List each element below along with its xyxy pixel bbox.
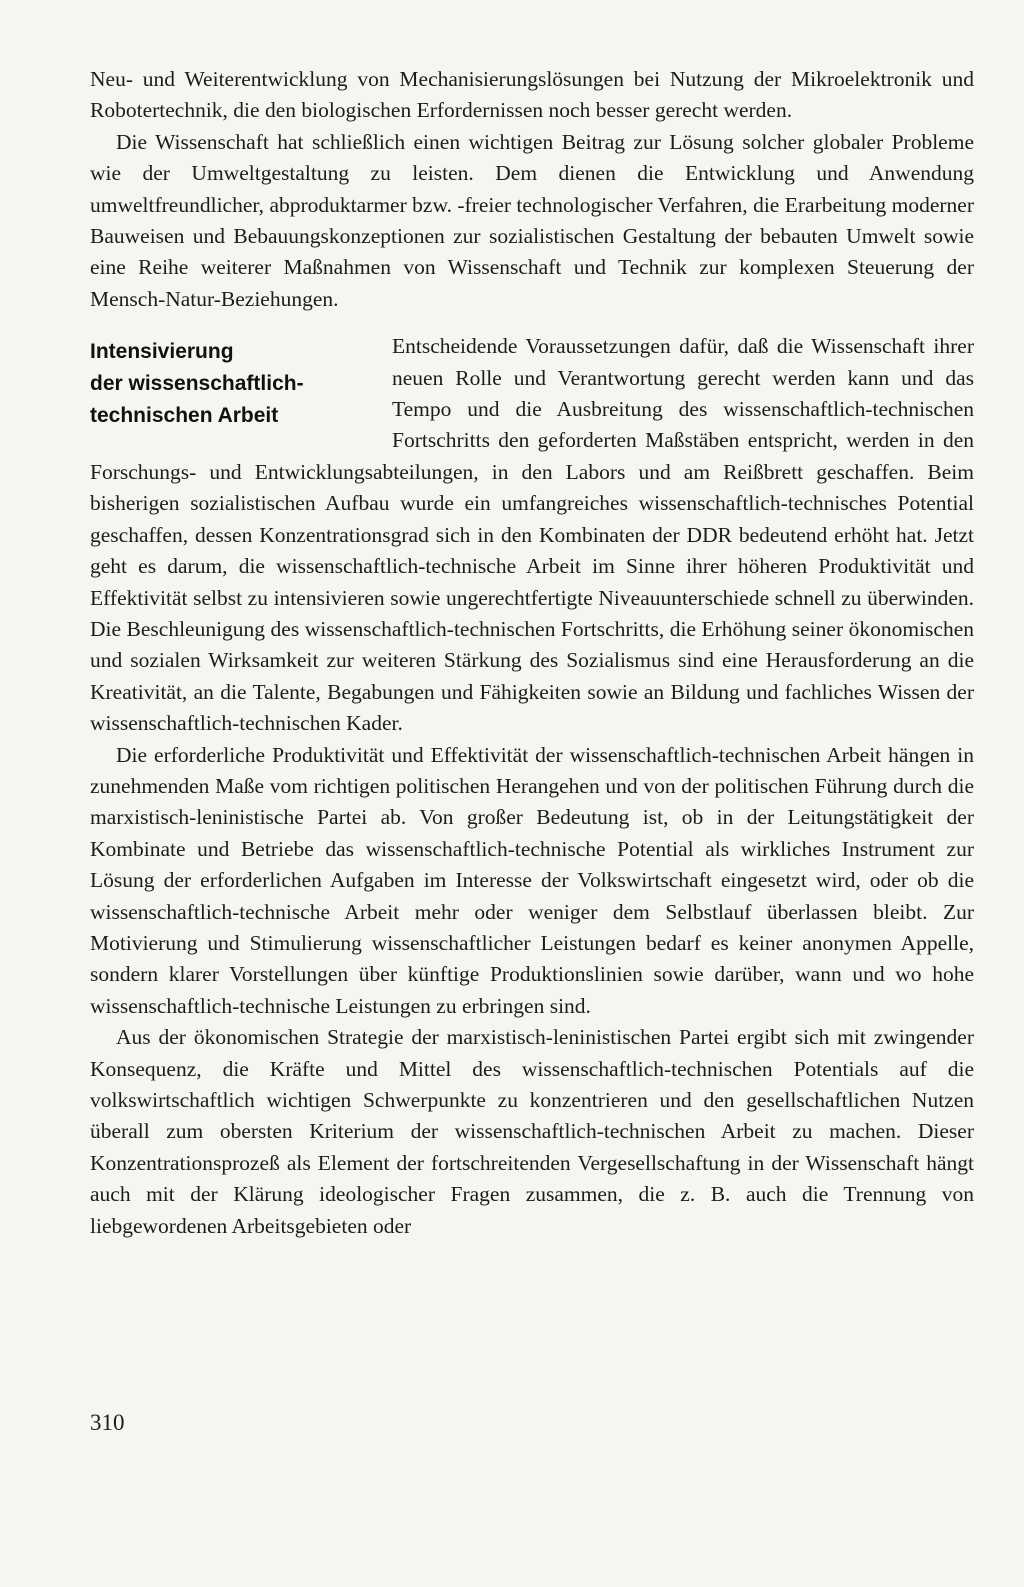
paragraph-3: Die erforderliche Produktivität und Effektivität der wissenschaftlich-technischen Arbeit hängen in zunehmenden Maße vom richtigen politischen Herangehen und von der politischen Führung durch die marxistisch-leninistische Partei ab. Von großer Bedeutung ist, ob in der Leitungstätigkeit der Kombinate und Betriebe das wissenschaftlich-technische Potential als wirkliches Instrument zur Lösung der erforderlichen Aufgaben im Interesse der Volkswirtschaft eingesetzt wird, oder ob die wissenschaftlich-technische Arbeit mehr oder weniger dem Selbstlauf überlassen bleibt. Zur Motivierung und Stimulierung wissenschaftlicher Leistungen bedarf es keiner anonymen Appelle, sondern klarer Vorstellungen über künftige Produktionslinien sowie darüber, wann und wo hohe wissenschaftlich-technische Leistungen zu erbringen sind. bbox=[90, 742, 974, 1018]
section-heading bbox=[90, 336, 340, 432]
section-gap bbox=[90, 315, 974, 331]
page-body bbox=[90, 64, 974, 1242]
paragraph-2: Die Wissenschaft hat schließlich einen wichtigen Beitrag zur Lösung solcher globaler Probleme wie der Umweltgestaltung zu leisten. Dem dienen die Entwicklung und Anwendung umweltfreundlicher, abproduktarmer bzw. -freier technologischer Verfahren, die Erarbeitung moderner Bauweisen und Bebauungskonzeptionen zur sozialistischen Gestaltung der bebauten Umwelt sowie eine Reihe weiterer Maßnahmen von Wissenschaft und Technik zur komplexen Steuerung der Mensch-Natur-Beziehungen. bbox=[90, 129, 974, 311]
section-heading-line-3: technischen Arbeit bbox=[90, 404, 279, 428]
section-heading-line-2: der wissenschaftlich- bbox=[90, 372, 304, 396]
section-heading-line-1: Intensivierung bbox=[90, 340, 234, 364]
paragraph-4: Aus der ökonomischen Strategie der marxistisch-leninistischen Partei ergibt sich mit zwingender Konsequenz, die Kräfte und Mittel des wissenschaftlich-technischen Potentials auf die volkswirtschaftlich wichtigen Schwerpunkte zu konzentrieren und den gesellschaftlichen Nutzen überall zum obersten Kriterium der wissenschaftlich-technischen Arbeit zu machen. Dieser Konzentrationsprozeß als Element der fortschreitenden Vergesellschaftung in der Wissenschaft hängt auch mit der Klärung ideologischer Fragen zusammen, die z. B. auch die Trennung von liebgewordenen Arbeitsgebieten oder bbox=[90, 1025, 974, 1238]
section-first-paragraph: Entscheidende Voraussetzungen dafür, daß die Wissenschaft ihrer neuen Rolle und Verantwortung gerecht werden kann und das Tempo und die Ausbreitung des wissenschaftlich-technischen Fortschritts den geforderten Maßstäben entspricht, werden in den Forschungs- und Entwicklungsabteilungen, in den Labors und am Reißbrett geschaffen. Beim bisherigen sozialistischen Aufbau wurde ein umfangreiches wissenschaftlich-technisches Potential geschaffen, dessen Konzentrationsgrad sich in den Kombinaten der DDR bedeutend erhöht hat. Jetzt geht es darum, die wissenschaftlich-technische Arbeit im Sinne ihrer höheren Produktivität und Effektivität selbst zu intensivieren sowie ungerechtfertigte Niveauunterschiede schnell zu überwinden. Die Beschleunigung des wissenschaftlich-technischen Fortschritts, die Erhöhung seiner ökonomischen und sozialen Wirksamkeit zur weiteren Stärkung des Sozialismus sind eine Herausforderung an die Kreativität, an die Talente, Begabungen und Fähigkeiten sowie an Bildung und fachliches Wissen der wissenschaftlich-technischen Kader. bbox=[90, 334, 974, 736]
paragraph-1: Neu- und Weiterentwicklung von Mechanisierungslösungen bei Nutzung der Mikroelektronik und Robotertechnik, die den biologischen Erfordernissen noch besser gerecht werden. bbox=[90, 67, 974, 123]
page-number: 310 bbox=[90, 1410, 125, 1435]
